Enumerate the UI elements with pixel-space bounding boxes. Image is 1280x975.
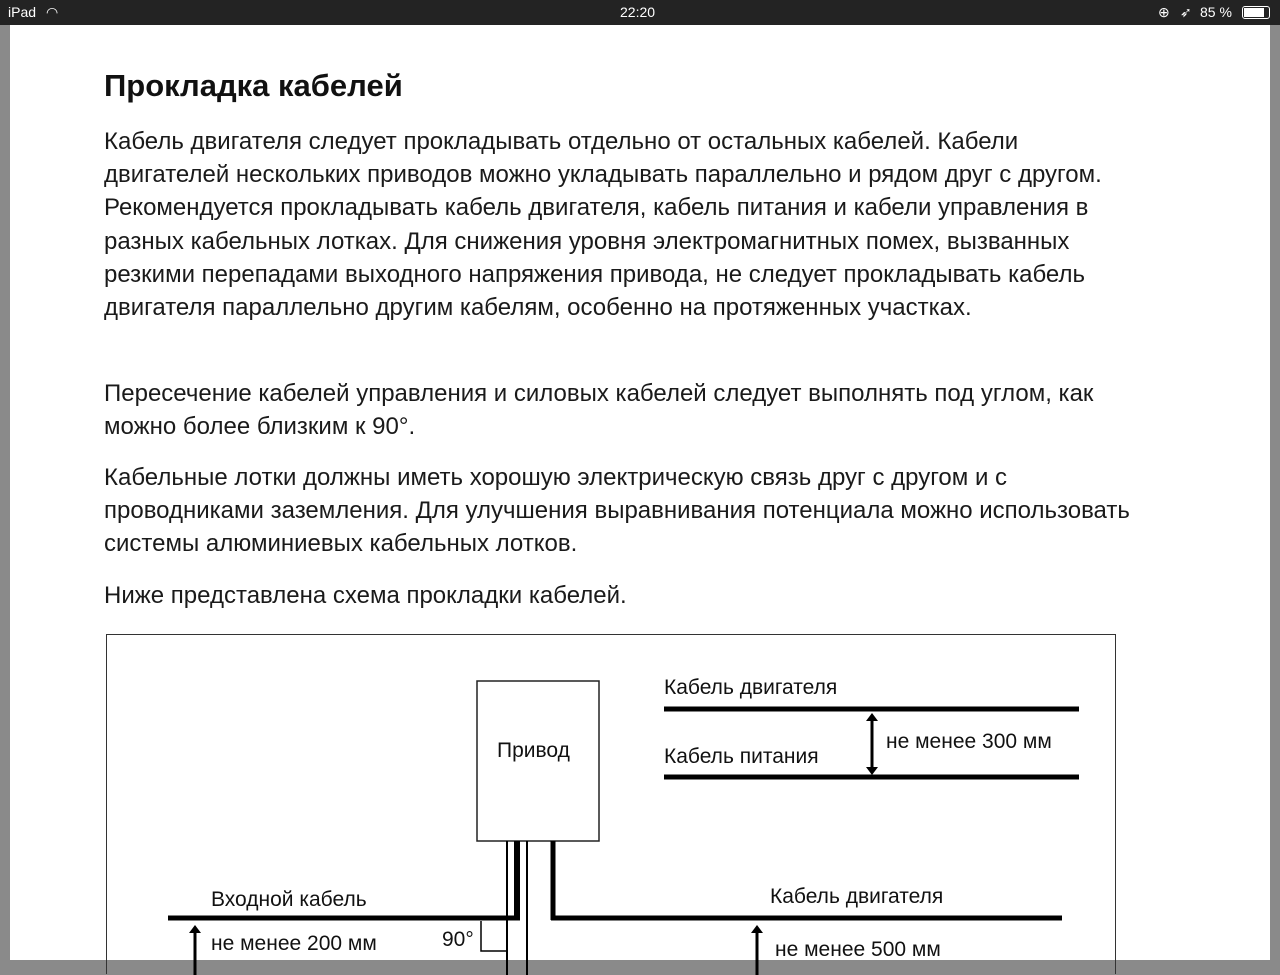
device-name: iPad	[8, 4, 37, 20]
motor-cable-label-bottom: Кабель двигателя	[770, 885, 944, 908]
paragraph: Пересечение кабелей управления и силовых кабелей следует выполнять под углом, как можно более близким к 90°.	[104, 380, 1094, 441]
status-bar	[0, 0, 1280, 25]
paragraph: Кабельные лотки должны иметь хорошую электрическую связь друг с другом и с проводниками заземления. Для улучшения выравнивания потенциала можно использовать системы алюминиевых кабельных лотков.	[104, 464, 1130, 558]
drive-label: Привод	[497, 739, 570, 762]
diagram-lines	[107, 635, 1117, 975]
wifi-icon: ◠	[46, 4, 59, 20]
cable-layout-diagram	[106, 634, 1116, 974]
clock: 22:20	[620, 4, 656, 20]
battery-icon	[1242, 6, 1270, 19]
paragraph: Кабель двигателя следует прокладывать отдельно от остальных кабелей. Кабели двигателей нескольких приводов можно укладывать параллельно и рядом друг с другом. Рекомендуется прокладывать кабель двигателя, кабель питания и кабели управления в разных кабельных лотках. Для снижения уровня электромагнитных помех, вызванных резкими перепадами выходного напряжения привода, не следует прокладывать кабель двигателя параллельно другим кабелям, особенно на протяженных участках.	[104, 128, 1102, 322]
motor-cable-label: Кабель двигателя	[664, 676, 838, 699]
power-cable-label: Кабель питания	[664, 745, 819, 768]
angle-label: 90°	[442, 928, 474, 951]
section-title: Прокладка кабелей	[104, 68, 403, 103]
right-angle-mark	[481, 921, 507, 951]
orientation-lock-icon: ⊕	[1158, 4, 1170, 20]
paragraph: Ниже представлена схема прокладки кабелей.	[104, 582, 627, 609]
input-cable-label: Входной кабель	[211, 888, 367, 911]
battery-percent: 85 %	[1200, 4, 1232, 20]
document-page[interactable]	[10, 25, 1270, 960]
location-icon: ➶	[1180, 4, 1192, 20]
gap-300-label: не менее 300 мм	[886, 730, 1052, 753]
gap-500-label: не менее 500 мм	[775, 938, 941, 961]
gap-200-label: не менее 200 мм	[211, 932, 377, 955]
